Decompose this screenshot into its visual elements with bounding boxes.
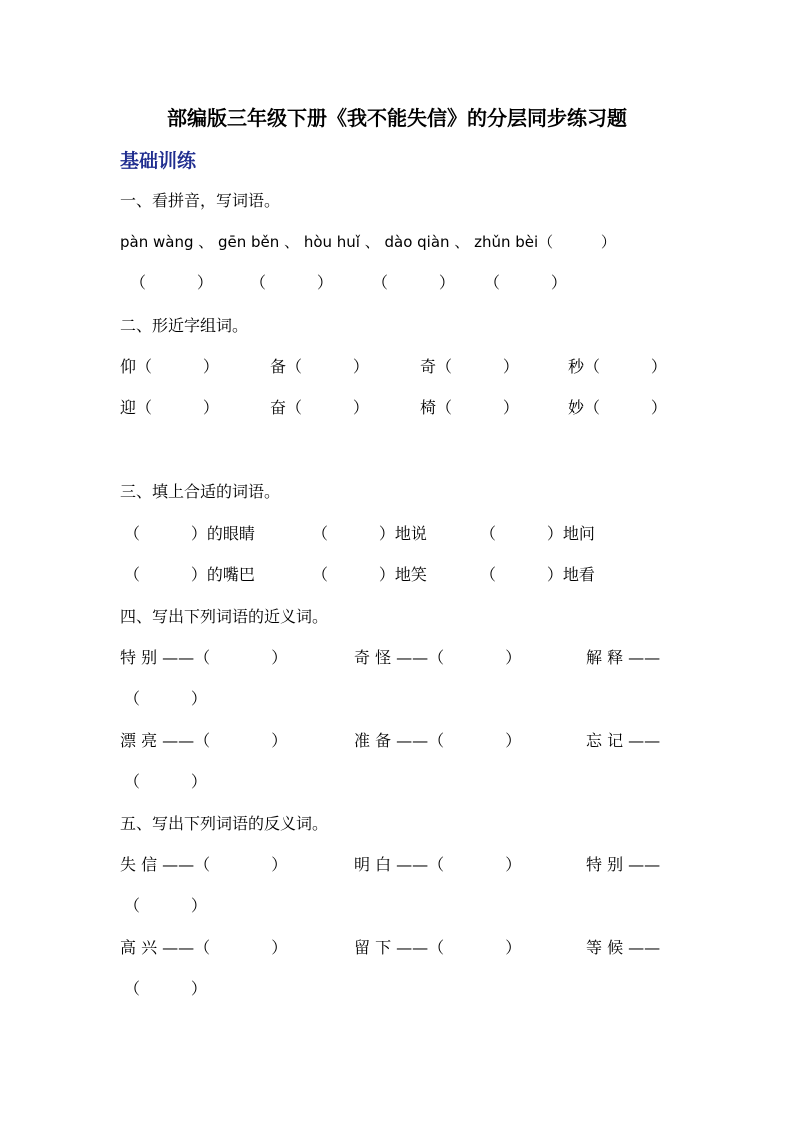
q5-item: 明 白 ——（ ） bbox=[354, 855, 522, 874]
q4-item: 忘 记 —— bbox=[586, 731, 661, 750]
q5-wrap-blank: （ ） bbox=[124, 896, 207, 915]
q2-item: 仰（ ） bbox=[120, 357, 219, 376]
q3-item: （ ）的眼睛 bbox=[124, 524, 255, 543]
q4-item: 奇 怪 ——（ ） bbox=[354, 648, 522, 667]
q3-item: （ ）地说 bbox=[312, 524, 427, 543]
q3-heading: 三、填上合适的词语。 bbox=[120, 482, 281, 501]
q2-heading: 二、形近字组词。 bbox=[120, 316, 249, 335]
q1-blank: （ ） bbox=[484, 273, 567, 292]
q4-item: 准 备 ——（ ） bbox=[354, 731, 522, 750]
q2-item: 奇（ ） bbox=[420, 357, 519, 376]
q4-item: 漂 亮 ——（ ） bbox=[120, 731, 288, 750]
q4-wrap-blank: （ ） bbox=[124, 689, 207, 708]
q2-item: 备（ ） bbox=[270, 357, 369, 376]
q1-blank: （ ） bbox=[250, 273, 333, 292]
q5-item: 失 信 ——（ ） bbox=[120, 855, 288, 874]
q3-item: （ ）地笑 bbox=[312, 565, 427, 584]
q4-wrap-blank: （ ） bbox=[124, 772, 207, 791]
q4-item: 解 释 —— bbox=[586, 648, 661, 667]
q2-item: 奋（ ） bbox=[270, 398, 369, 417]
q3-item: （ ）地问 bbox=[480, 524, 595, 543]
page-title: 部编版三年级下册《我不能失信》的分层同步练习题 bbox=[167, 106, 627, 130]
q5-heading: 五、写出下列词语的反义词。 bbox=[120, 814, 329, 833]
q5-item: 等 候 —— bbox=[586, 938, 661, 957]
q5-item: 高 兴 ——（ ） bbox=[120, 938, 288, 957]
q2-item: 椅（ ） bbox=[420, 398, 519, 417]
q2-item: 秒（ ） bbox=[568, 357, 667, 376]
section-subtitle: 基础训练 bbox=[120, 150, 197, 172]
q3-item: （ ）的嘴巴 bbox=[124, 565, 255, 584]
q1-blank: （ ） bbox=[372, 273, 455, 292]
q3-item: （ ）地看 bbox=[480, 565, 595, 584]
q2-item: 迎（ ） bbox=[120, 398, 219, 417]
q1-blank: （ ） bbox=[130, 273, 213, 292]
q1-heading: 一、看拼音，写词语。 bbox=[120, 191, 281, 210]
q4-heading: 四、写出下列词语的近义词。 bbox=[120, 607, 329, 626]
q5-item: 留 下 ——（ ） bbox=[354, 938, 522, 957]
q4-item: 特 别 ——（ ） bbox=[120, 648, 288, 667]
q2-item: 妙（ ） bbox=[568, 398, 667, 417]
q5-wrap-blank: （ ） bbox=[124, 979, 207, 998]
q5-item: 特 别 —— bbox=[586, 855, 661, 874]
q1-pinyin-row: pàn wàng 、 gēn běn 、 hòu huǐ 、 dào qiàn 、 zhǔn bèi（ ） bbox=[120, 233, 616, 251]
